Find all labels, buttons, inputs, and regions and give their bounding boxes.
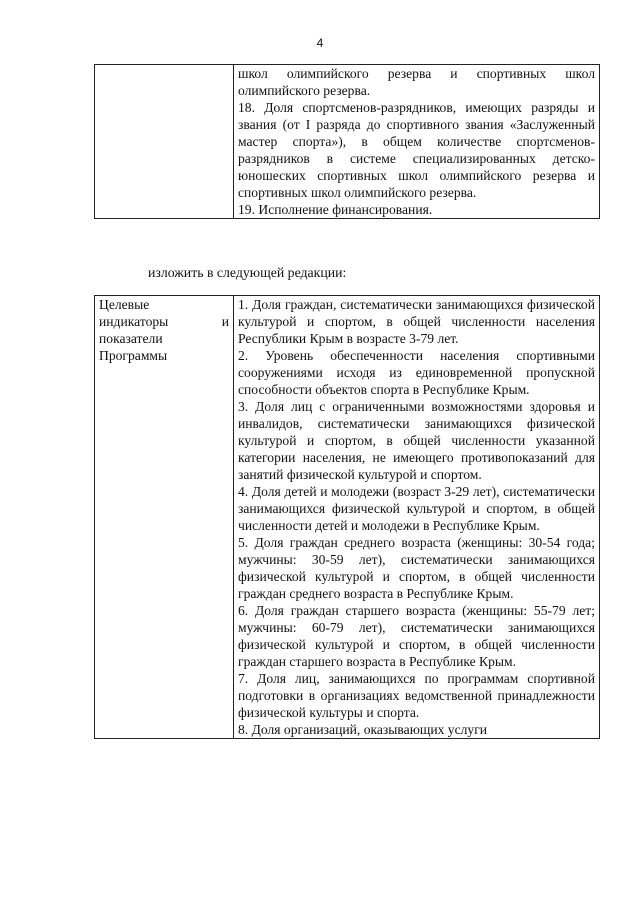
table-row [95,65,600,219]
indicator-paragraph: 4. Доля детей и молодежи (возраст 3-29 лет), систематически занимающихся физической культурой и спортом, в общей численности детей и молодежи в Республике Крым. [238,484,595,533]
label-line: Целевые [99,297,150,312]
indicator-paragraph: 6. Доля граждан старшего возраста (женщины: 55-79 лет; мужчины: 60-79 лет), систематически занимающихся физической культурой и спортом, в общей численности граждан старшего возраста в Республике Крым. [238,603,595,669]
indicator-paragraph: 7. Доля лиц, занимающихся по программам спортивной подготовки в организациях ведомственной принадлежности физической культуры и спорта. [238,671,595,720]
right-cell [234,296,600,739]
indicator-paragraph: 1. Доля граждан, систематически занимающихся физической культурой и спортом, в общей численности населения Республики Крым в возрасте 3-79 лет. [238,297,595,346]
right-cell [234,65,600,219]
table-previous-version [94,64,600,219]
indicator-paragraph: школ олимпийского резерва и спортивных школ олимпийского резерва. [238,66,595,98]
indicator-paragraph: 2. Уровень обеспеченности населения спортивными сооружениями исходя из единовременной пропускной способности объектов спорта в Республике Крым. [238,348,595,397]
label-line: Программы [99,348,168,363]
intro-text: изложить в следующей редакции: [148,265,347,280]
left-cell-empty [95,65,234,219]
indicator-paragraph: 19. Исполнение финансирования. [238,202,433,217]
page-number: 4 [316,36,324,50]
table-new-version [94,295,600,739]
left-cell-label [95,296,234,739]
indicator-paragraph: 18. Доля спортсменов-разрядников, имеющих разряды и звания (от I разряда до спортивного звания «Заслуженный мастер спорта»), в общем количестве спортсменов-разрядников в системе специализированных детско-юношеских спортивных школ олимпийского резерва и спортивных школ олимпийского резерва. [238,100,595,200]
indicator-paragraph: 8. Доля организаций, оказывающих услуги [238,722,488,737]
indicator-paragraph: 3. Доля лиц с ограниченными возможностями здоровья и инвалидов, систематически занимающихся физической культурой и спортом, в общей численности указанной категории населения, не имеющего противопоказаний для занятий физической культурой и спортом. [238,399,595,482]
table-row [95,296,600,739]
label-line: индикаторы и [99,314,229,329]
label-line: показатели [99,331,163,346]
indicator-paragraph: 5. Доля граждан среднего возраста (женщины: 30-54 года; мужчины: 30-59 лет), систематически занимающихся физической культурой и спортом, в общей численности граждан среднего возраста в Республике Крым. [238,535,595,601]
